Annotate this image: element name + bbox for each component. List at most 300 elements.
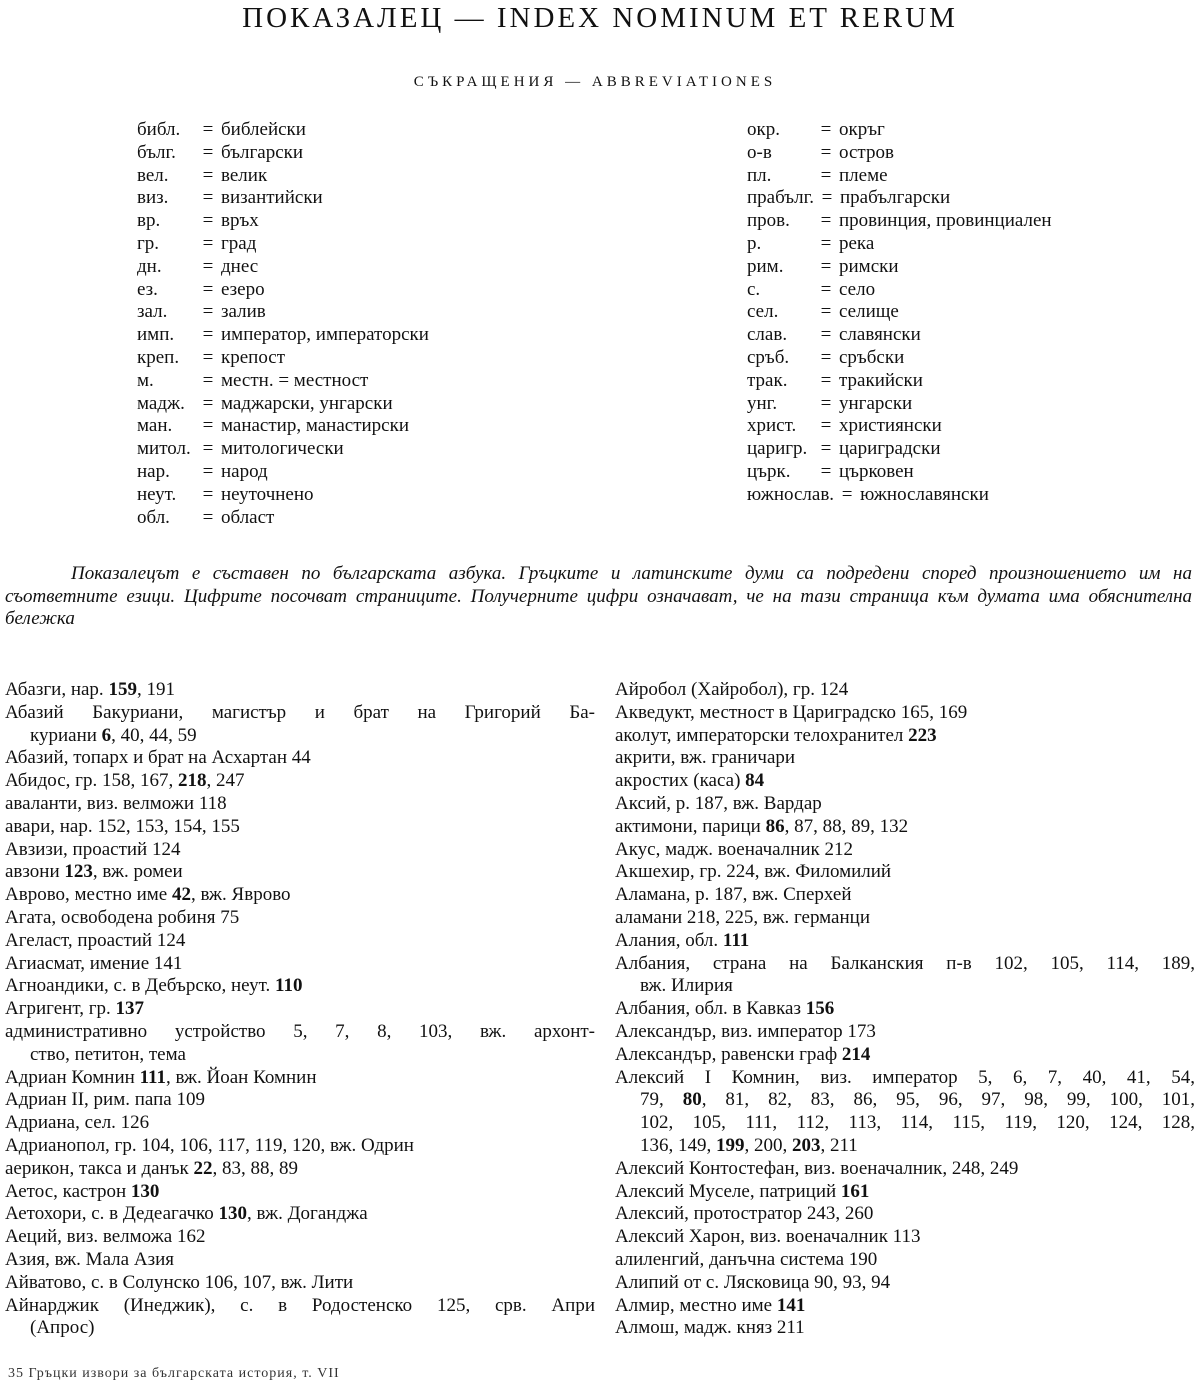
- index-entry-line: [615, 816, 1195, 839]
- index-entry: [615, 953, 1195, 999]
- abbreviation-row: [747, 370, 1052, 393]
- entry-text: Акшехир, гр. 224, вж. Филомилий: [615, 861, 892, 883]
- index-entry-line: [5, 1181, 595, 1204]
- abbreviation-meaning: митологически: [221, 438, 344, 460]
- entry-text: 136, 149,: [640, 1134, 716, 1156]
- abbreviation-abbr: о-в: [747, 141, 772, 163]
- abbreviation-abbr: сръб.: [747, 346, 790, 368]
- index-entry-line: [615, 884, 1195, 907]
- abbreviation-meaning: византийски: [221, 187, 323, 209]
- page-reference-bold: 84: [745, 770, 765, 792]
- abbreviation-abbr: прабълг.: [747, 187, 815, 209]
- page-reference-bold: 214: [841, 1043, 871, 1065]
- index-entry: [615, 725, 1195, 748]
- index-entry: [5, 884, 595, 907]
- abbreviation-meaning: река: [839, 232, 875, 254]
- page-reference-bold: 130: [218, 1203, 248, 1225]
- abbreviation-eq: =: [202, 324, 214, 346]
- abbreviation-eq: =: [202, 460, 214, 482]
- index-entry: [615, 861, 1195, 884]
- index-entry: [5, 839, 595, 862]
- abbreviation-row: [137, 301, 429, 324]
- entry-text: аколут, императорски телохранител: [615, 724, 909, 746]
- entry-text: Аетохори, с. в Дедеагачко: [5, 1203, 219, 1225]
- index-entry: [615, 1021, 1195, 1044]
- abbreviation-row: [747, 187, 1052, 210]
- abbreviation-meaning: цариградски: [839, 438, 941, 460]
- abbreviation-meaning: народ: [221, 460, 268, 482]
- index-entry: [5, 1295, 595, 1341]
- index-entry-line: [5, 747, 595, 770]
- abbreviation-row: [747, 165, 1052, 188]
- index-entry: [5, 1249, 595, 1272]
- entry-text: Адриан II, рим. папа 109: [5, 1089, 205, 1111]
- index-entry: [615, 1226, 1195, 1249]
- abbreviation-row: [137, 324, 429, 347]
- index-entry-line: [5, 679, 595, 702]
- entry-text: Адриана, сел. 126: [5, 1112, 150, 1134]
- abbreviation-abbr: южнослав.: [747, 483, 835, 505]
- abbreviation-eq: =: [202, 278, 214, 300]
- abbreviation-eq: =: [202, 141, 214, 163]
- index-entry: [5, 953, 595, 976]
- index-entry-line: [615, 793, 1195, 816]
- abbreviation-eq: =: [202, 346, 214, 368]
- entry-text: Алипий от с. Лясковица 90, 93, 94: [615, 1271, 891, 1293]
- index-entry-continuation: [615, 1089, 1195, 1112]
- index-entry: [5, 1203, 595, 1226]
- abbreviation-row: [137, 415, 429, 438]
- index-entry-line: [615, 1158, 1195, 1181]
- entry-text: 79,: [640, 1089, 683, 1111]
- index-entry-line: [5, 793, 595, 816]
- abbreviation-row: [137, 461, 429, 484]
- entry-text: акростих (каса): [615, 770, 746, 792]
- entry-text: Агригент, гр.: [5, 998, 116, 1020]
- entry-text: Аксий, р. 187, вж. Вардар: [615, 792, 822, 814]
- page-reference-bold: 218: [177, 770, 207, 792]
- abbreviation-abbr: виз.: [137, 187, 169, 209]
- abbreviation-row: [137, 233, 429, 256]
- abbreviation-eq: =: [202, 255, 214, 277]
- abbreviation-eq: =: [202, 438, 214, 460]
- abbreviation-abbr: слав.: [747, 324, 788, 346]
- abbreviation-abbr: р.: [747, 232, 762, 254]
- entry-text: Алексий I Комнин, виз. император 5, 6, 7, 40, 41, 54,: [615, 1066, 1195, 1088]
- abbreviation-abbr: мадж.: [137, 392, 185, 414]
- index-entry-line: [5, 907, 595, 930]
- abbreviation-eq: =: [820, 324, 832, 346]
- entry-text: , 87, 88, 89, 132: [784, 815, 909, 837]
- abbreviation-abbr: царигр.: [747, 438, 808, 460]
- entry-text: Абазий Бакуриани, магистър и брат на Григорий Ба-: [5, 701, 595, 723]
- index-entry-continuation: [5, 1044, 595, 1067]
- abbreviation-meaning: село: [839, 278, 876, 300]
- entry-text: Авзизи, проастий 124: [5, 838, 181, 860]
- abbreviation-abbr: гр.: [137, 232, 160, 254]
- index-entry-line: [615, 1249, 1195, 1272]
- abbreviation-abbr: сел.: [747, 301, 779, 323]
- entry-text: Албания, обл. в Кавказ: [615, 998, 806, 1020]
- abbreviation-row: [137, 210, 429, 233]
- index-entry-line: [5, 975, 595, 998]
- abbreviation-row: [137, 165, 429, 188]
- entry-text: Алексий, протостратор 243, 260: [615, 1203, 874, 1225]
- page-footer: 35 Гръцки извори за българската история, т. VII: [8, 1366, 340, 1381]
- abbreviation-meaning: местн. = местност: [221, 369, 369, 391]
- index-entry-line: [5, 930, 595, 953]
- abbreviation-row: [747, 256, 1052, 279]
- index-entry: [5, 816, 595, 839]
- abbreviation-abbr: вр.: [137, 210, 161, 232]
- index-entry-line: [5, 1249, 595, 1272]
- abbreviation-row: [137, 347, 429, 370]
- index-entry: [5, 1067, 595, 1090]
- index-entry: [615, 839, 1195, 862]
- entry-text: Абазий, топарх и брат на Асхартан 44: [5, 747, 311, 769]
- index-entry: [5, 998, 595, 1021]
- index-entry: [615, 1158, 1195, 1181]
- page-reference-bold: 141: [776, 1294, 806, 1316]
- abbreviation-row: [137, 370, 429, 393]
- entry-text: 102, 105, 111, 112, 113, 114, 115, 119, 120, 124, 128,: [640, 1112, 1195, 1134]
- abbreviation-meaning: селище: [839, 301, 899, 323]
- abbreviation-meaning: славянски: [839, 324, 921, 346]
- index-entry-line: [615, 953, 1195, 976]
- entry-text: Азия, вж. Мала Азия: [5, 1248, 174, 1270]
- index-entry-line: [615, 679, 1195, 702]
- abbreviation-meaning: днес: [221, 255, 259, 277]
- page-reference-bold: 223: [908, 724, 937, 746]
- entry-text: , вж. Йоан Комнин: [165, 1066, 317, 1088]
- abbreviation-eq: =: [202, 119, 214, 140]
- index-entry-line: [615, 702, 1195, 725]
- abbreviation-meaning: български: [221, 141, 304, 163]
- abbreviation-meaning: племе: [839, 164, 888, 186]
- index-entry: [615, 1044, 1195, 1067]
- index-entry: [5, 975, 595, 998]
- entry-text: авари, нар. 152, 153, 154, 155: [5, 815, 240, 837]
- index-entry-line: [615, 770, 1195, 793]
- abbreviation-eq: =: [820, 392, 832, 414]
- entry-text: акрити, вж. граничари: [615, 747, 796, 769]
- page-reference-bold: 156: [805, 998, 835, 1020]
- entry-text: , 81, 82, 83, 86, 95, 96, 97, 98, 99, 100, 101,: [701, 1089, 1195, 1111]
- index-entry-line: [5, 861, 595, 884]
- entry-text: актимони, парици: [615, 815, 766, 837]
- index-entry-line: [5, 998, 595, 1021]
- entry-text: Аламана, р. 187, вж. Сперхей: [615, 884, 852, 906]
- index-entry-line: [615, 725, 1195, 748]
- abbreviation-eq: =: [820, 438, 832, 460]
- abbreviation-eq: =: [202, 232, 214, 254]
- entry-text: , 200,: [744, 1134, 792, 1156]
- index-entry-line: [5, 1272, 595, 1295]
- abbreviation-eq: =: [202, 301, 214, 323]
- abbreviation-row: [747, 461, 1052, 484]
- index-entry: [615, 884, 1195, 907]
- index-entry: [615, 1317, 1195, 1340]
- index-entry-line: [5, 1295, 595, 1318]
- index-entry: [615, 702, 1195, 725]
- abbreviation-row: [747, 393, 1052, 416]
- abbreviation-row: [137, 119, 429, 142]
- entry-text: ство, петитон, тема: [30, 1043, 186, 1065]
- abbreviation-eq: =: [820, 415, 832, 437]
- abbreviation-eq: =: [820, 301, 832, 323]
- index-entry-line: [5, 770, 595, 793]
- abbreviation-abbr: окр.: [747, 119, 780, 140]
- abbreviation-abbr: обл.: [137, 506, 170, 528]
- abbreviation-abbr: неут.: [137, 483, 177, 505]
- index-entry: [615, 1203, 1195, 1226]
- abbreviation-meaning: остров: [839, 141, 894, 163]
- entry-text: Албания, страна на Балканския п-в 102, 105, 114, 189,: [615, 952, 1195, 974]
- page-reference-bold: 22: [193, 1157, 213, 1179]
- abbreviation-abbr: с.: [747, 278, 761, 300]
- abbreviation-row: [747, 324, 1052, 347]
- abbreviation-abbr: зал.: [137, 301, 168, 323]
- entry-text: Агиасмат, имение 141: [5, 952, 183, 974]
- abbreviation-eq: =: [841, 483, 853, 505]
- page-reference-bold: 159: [108, 679, 137, 700]
- entry-text: вж. Илирия: [640, 975, 733, 997]
- page-reference-bold: 86: [765, 815, 785, 837]
- abbreviation-eq: =: [820, 119, 832, 140]
- abbreviation-row: [747, 484, 1052, 507]
- entry-text: Айробол (Хайробол), гр. 124: [615, 679, 849, 700]
- page-reference-bold: 199: [716, 1134, 745, 1156]
- index-entry-line: [615, 1317, 1195, 1340]
- abbreviation-meaning: маджарски, унгарски: [221, 392, 393, 414]
- entry-text: Александър, виз. император 173: [615, 1020, 876, 1042]
- index-entry-line: [615, 1021, 1195, 1044]
- entry-text: Акведукт, местност в Цариградско 165, 169: [615, 701, 968, 723]
- entry-text: , 211: [820, 1134, 858, 1156]
- abbreviation-meaning: прабългарски: [840, 187, 951, 209]
- page-reference-bold: 110: [275, 975, 303, 997]
- abbreviations-heading: СЪКРАЩЕНИЯ — ABBREVIATIONES: [413, 74, 777, 90]
- abbreviation-eq: =: [820, 210, 832, 232]
- entry-text: Алмош, мадж. княз 211: [615, 1317, 805, 1339]
- index-entry-line: [5, 702, 595, 725]
- abbreviation-abbr: библ.: [137, 119, 181, 140]
- index-entry: [5, 770, 595, 793]
- index-entry-continuation: [5, 1317, 595, 1340]
- abbreviation-meaning: църковен: [839, 460, 914, 482]
- entry-text: , 40, 44, 59: [111, 724, 197, 746]
- abbreviation-row: [747, 142, 1052, 165]
- abbreviation-row: [137, 279, 429, 302]
- abbreviation-eq: =: [820, 460, 832, 482]
- page-reference-bold: 130: [130, 1180, 160, 1202]
- abbreviation-row: [747, 119, 1052, 142]
- entry-text: , 191: [136, 679, 175, 700]
- index-note: Показалецът е съставен по българската азбука. Гръцките и латинските думи са подредени според произношението им на съответните езици. Цифрите посочват страниците. Получерните цифри означават, че на тази страница към думата има обяснителна бележка: [5, 563, 1192, 629]
- index-right-column: [615, 679, 1195, 1340]
- index-entry-line: [5, 1112, 595, 1135]
- entry-text: Алексий Харон, виз. военачалник 113: [615, 1226, 921, 1248]
- entry-text: Адриан Комнин: [5, 1066, 140, 1088]
- entry-text: Айватово, с. в Солунско 106, 107, вж. Лити: [5, 1271, 354, 1293]
- abbreviation-meaning: залив: [221, 301, 266, 323]
- index-entry-line: [5, 816, 595, 839]
- entry-text: , вж. Доганджа: [247, 1203, 368, 1225]
- abbreviation-eq: =: [821, 187, 833, 209]
- index-entry: [5, 679, 595, 702]
- abbreviation-meaning: християнски: [839, 415, 942, 437]
- index-entry-line: [5, 1021, 595, 1044]
- abbreviation-eq: =: [820, 369, 832, 391]
- index-entry: [5, 1272, 595, 1295]
- index-entry-line: [5, 1158, 595, 1181]
- abbreviation-abbr: унг.: [747, 392, 778, 414]
- index-entry-line: [5, 1226, 595, 1249]
- index-entry: [615, 793, 1195, 816]
- index-entry: [615, 679, 1195, 702]
- page-reference-bold: 80: [682, 1089, 702, 1111]
- index-entry-line: [5, 1067, 595, 1090]
- abbreviation-eq: =: [820, 232, 832, 254]
- abbreviation-eq: =: [202, 415, 214, 437]
- index-entry: [615, 1067, 1195, 1158]
- index-entry-continuation: [615, 975, 1195, 998]
- index-entry-line: [5, 953, 595, 976]
- abbreviation-eq: =: [820, 278, 832, 300]
- abbreviation-meaning: унгарски: [839, 392, 913, 414]
- abbreviation-row: [747, 210, 1052, 233]
- index-entry: [5, 1135, 595, 1158]
- abbreviation-eq: =: [820, 255, 832, 277]
- index-entry: [615, 998, 1195, 1021]
- entry-text: , 247: [206, 770, 245, 792]
- index-entry-line: [5, 1203, 595, 1226]
- abbreviations-right-column: [747, 119, 1052, 507]
- abbreviation-row: [747, 301, 1052, 324]
- page-reference-bold: 203: [792, 1134, 821, 1156]
- abbreviation-abbr: пл.: [747, 164, 772, 186]
- abbreviation-abbr: м.: [137, 369, 154, 391]
- index-entry-line: [615, 1181, 1195, 1204]
- index-entry: [615, 747, 1195, 770]
- abbreviation-row: [137, 438, 429, 461]
- abbreviation-meaning: император, императорски: [221, 324, 429, 346]
- index-entry-continuation: [5, 725, 595, 748]
- page-title: ПОКАЗАЛЕЦ — INDEX NOMINUM ET RERUM: [242, 2, 958, 34]
- abbreviation-abbr: ман.: [137, 415, 173, 437]
- abbreviation-abbr: вел.: [137, 164, 169, 186]
- abbreviation-abbr: трак.: [747, 369, 788, 391]
- entry-text: Аетос, кастрон: [5, 1180, 131, 1202]
- entry-text: , вж. Яврово: [191, 884, 291, 906]
- page-reference-bold: 123: [64, 861, 93, 883]
- abbreviation-row: [747, 233, 1052, 256]
- abbreviation-meaning: област: [221, 506, 275, 528]
- index-entry-line: [5, 839, 595, 862]
- abbreviation-meaning: велик: [221, 164, 268, 186]
- abbreviation-abbr: ез.: [137, 278, 158, 300]
- index-entry-continuation: [615, 1112, 1195, 1135]
- entry-text: Агноандики, с. в Дебърско, неут.: [5, 975, 276, 997]
- index-entry-line: [615, 1203, 1195, 1226]
- abbreviation-meaning: южнославянски: [860, 483, 989, 505]
- entry-text: авзони: [5, 861, 65, 883]
- entry-text: аваланти, виз. велможи 118: [5, 792, 227, 814]
- page-reference-bold: 111: [722, 929, 750, 951]
- entry-text: (Апрос): [30, 1317, 95, 1339]
- abbreviation-eq: =: [202, 369, 214, 391]
- index-entry: [615, 816, 1195, 839]
- index-entry: [5, 747, 595, 770]
- index-entry: [615, 1249, 1195, 1272]
- abbreviation-row: [137, 142, 429, 165]
- index-entry-line: [615, 861, 1195, 884]
- index-entry-line: [615, 930, 1195, 953]
- abbreviation-meaning: римски: [839, 255, 899, 277]
- index-entry: [5, 861, 595, 884]
- abbreviation-eq: =: [202, 210, 214, 232]
- index-entry: [5, 702, 595, 748]
- index-entry: [615, 1181, 1195, 1204]
- abbreviation-abbr: рим.: [747, 255, 784, 277]
- index-entry: [615, 930, 1195, 953]
- index-entry: [5, 1226, 595, 1249]
- abbreviation-meaning: крепост: [221, 346, 286, 368]
- abbreviation-row: [747, 438, 1052, 461]
- page-reference-bold: 6: [101, 724, 112, 746]
- entry-text: Абидос, гр. 158, 167,: [5, 770, 178, 792]
- abbreviation-row: [747, 279, 1052, 302]
- index-entry: [5, 1181, 595, 1204]
- page-reference-bold: 111: [139, 1066, 166, 1088]
- abbreviation-eq: =: [202, 164, 214, 186]
- entry-text: Александър, равенски граф: [615, 1043, 842, 1065]
- entry-text: Абазги, нар.: [5, 679, 109, 700]
- index-entry-line: [615, 1272, 1195, 1295]
- abbreviation-eq: =: [820, 346, 832, 368]
- entry-text: аерикон, такса и данък: [5, 1157, 194, 1179]
- index-entry: [5, 930, 595, 953]
- index-entry-line: [615, 907, 1195, 930]
- abbreviation-abbr: имп.: [137, 324, 175, 346]
- index-entry: [5, 1021, 595, 1067]
- abbreviation-abbr: христ.: [747, 415, 797, 437]
- entry-text: Аеций, виз. велможа 162: [5, 1226, 206, 1248]
- entry-text: Акус, мадж. военачалник 212: [615, 838, 854, 860]
- abbreviation-meaning: връх: [221, 210, 259, 232]
- page-reference-bold: 42: [172, 884, 191, 906]
- entry-text: Айнарджик (Инеджик), с. в Родостенско 125, срв. Апри: [5, 1294, 595, 1316]
- index-left-column: [5, 679, 595, 1340]
- abbreviation-row: [137, 256, 429, 279]
- entry-text: Агата, освободена робиня 75: [5, 906, 240, 928]
- entry-text: административно устройство 5, 7, 8, 103, вж. архонт-: [5, 1020, 595, 1042]
- index-entry: [5, 1158, 595, 1181]
- index-entry-line: [615, 998, 1195, 1021]
- abbreviation-row: [137, 187, 429, 210]
- index-entry-line: [615, 747, 1195, 770]
- index-entry: [615, 770, 1195, 793]
- entry-text: Агеласт, проастий 124: [5, 929, 186, 951]
- abbreviation-meaning: град: [221, 232, 257, 254]
- abbreviations-left-column: [137, 119, 429, 529]
- entry-text: аламани 218, 225, вж. германци: [615, 906, 870, 928]
- page-reference-bold: 161: [840, 1180, 870, 1202]
- abbreviation-meaning: манастир, манастирски: [221, 415, 409, 437]
- abbreviation-abbr: митол.: [137, 438, 191, 460]
- index-entry: [5, 1112, 595, 1135]
- abbreviation-row: [137, 393, 429, 416]
